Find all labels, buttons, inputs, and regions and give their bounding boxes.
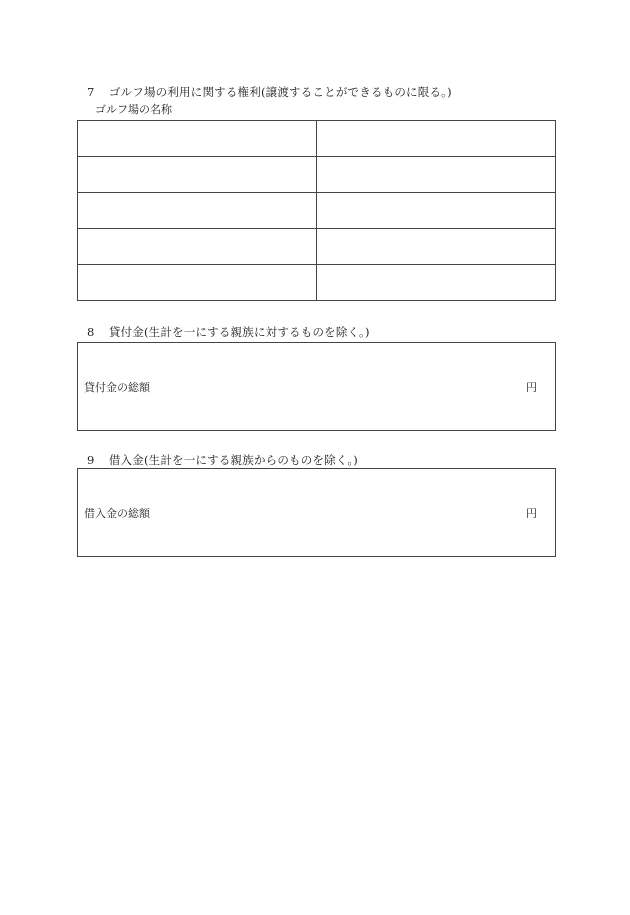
section-8-number: 8 [87, 325, 95, 339]
golf-course-name-cell[interactable] [78, 193, 317, 229]
golf-course-name-cell[interactable] [78, 157, 317, 193]
section-7-number: 7 [87, 85, 95, 99]
golf-course-name-cell[interactable] [78, 121, 317, 157]
golf-course-detail-cell[interactable] [317, 229, 556, 265]
loans-receivable-total-label: 貸付金の総額 [84, 381, 150, 394]
borrowings-box[interactable] [77, 468, 556, 557]
borrowings-total-label: 借入金の総額 [84, 507, 150, 520]
section-9-number: 9 [87, 453, 95, 467]
table-row [78, 265, 556, 301]
section-7-heading [87, 85, 452, 99]
table-row [78, 229, 556, 265]
section-8-heading [87, 325, 370, 339]
golf-course-name-header: ゴルフ場の名称 [95, 103, 172, 116]
section-8-title: 貸付金(生計を一にする親族に対するものを除く。) [108, 325, 370, 339]
golf-course-detail-cell[interactable] [317, 157, 556, 193]
section-9-title: 借入金(生計を一にする親族からのものを除く。) [108, 453, 358, 467]
yen-unit: 円 [526, 507, 537, 520]
golf-course-detail-cell[interactable] [317, 265, 556, 301]
table-row [78, 157, 556, 193]
loans-receivable-box[interactable] [77, 342, 556, 431]
section-7-title: ゴルフ場の利用に関する権利(譲渡することができるものに限る。) [108, 85, 452, 99]
golf-course-table [77, 120, 556, 301]
table-row [78, 193, 556, 229]
table-row [78, 121, 556, 157]
golf-course-name-cell[interactable] [78, 265, 317, 301]
section-9-heading [87, 453, 358, 467]
golf-course-detail-cell[interactable] [317, 121, 556, 157]
yen-unit: 円 [526, 381, 537, 394]
golf-course-detail-cell[interactable] [317, 193, 556, 229]
golf-course-name-cell[interactable] [78, 229, 317, 265]
